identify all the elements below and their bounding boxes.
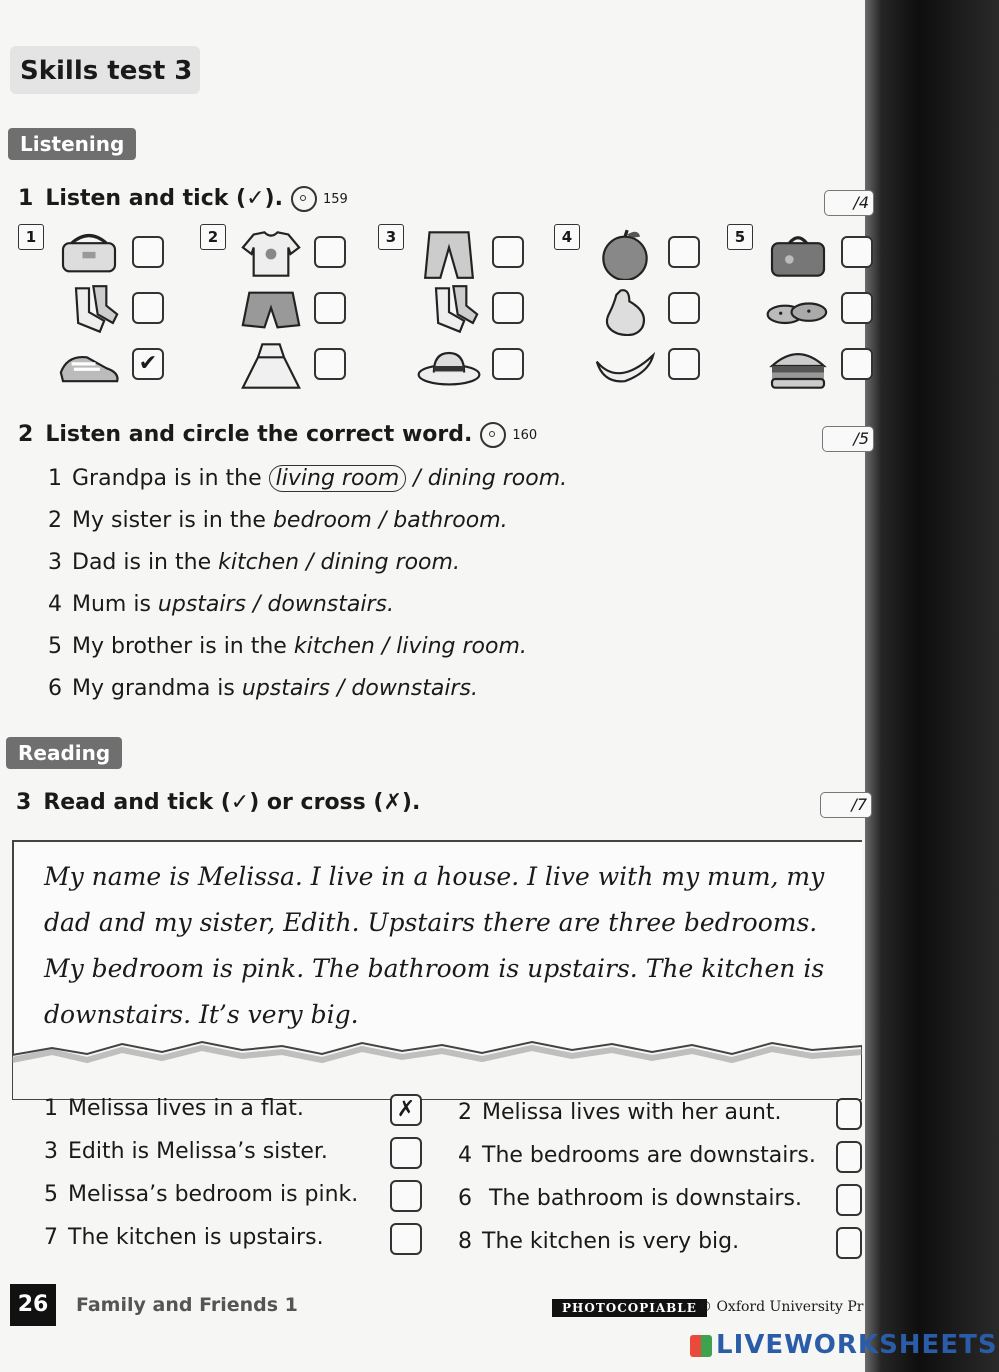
dress-icon	[236, 340, 306, 396]
sentence-start: Mum is	[72, 592, 158, 617]
q2-track: 160	[512, 427, 538, 443]
sentence-start: Grandpa is in the	[72, 466, 269, 491]
q3-heading	[16, 790, 420, 815]
picture-group-number: 2	[200, 224, 226, 250]
item-number: 6	[48, 676, 62, 701]
tick-box[interactable]	[492, 348, 524, 380]
watermark-text: LIVEWORKSHEETS	[716, 1330, 998, 1360]
option-separator: /	[374, 634, 397, 659]
statement-text: The kitchen is very big.	[482, 1229, 740, 1254]
option-separator: /	[246, 592, 268, 617]
option-separator: /	[329, 676, 352, 701]
shorts-icon	[236, 284, 306, 340]
tick-box[interactable]	[841, 348, 873, 380]
page-title: Skills test 3	[20, 56, 193, 86]
trousers-icon	[414, 228, 484, 284]
option-separator: /	[371, 508, 394, 533]
word-option-b[interactable]: living room	[396, 634, 520, 659]
answer-box[interactable]	[390, 1223, 422, 1255]
statement-number: 6	[458, 1186, 472, 1211]
sentence-end: .	[387, 592, 394, 617]
statement-line	[458, 1186, 802, 1211]
answer-box[interactable]	[836, 1184, 862, 1216]
word-option-b[interactable]: dining room	[427, 466, 561, 491]
tick-box[interactable]	[841, 292, 873, 324]
answer-box[interactable]	[836, 1227, 862, 1259]
apple-icon	[590, 228, 660, 284]
word-option-a[interactable]: kitchen	[218, 550, 300, 575]
sentence-line	[48, 592, 394, 617]
item-number: 5	[48, 634, 62, 659]
sentence-start: My grandma is	[72, 676, 242, 701]
statement-text: Edith is Melissa’s sister.	[68, 1139, 328, 1164]
bag-icon	[54, 228, 124, 284]
q3-instruction: Read and tick (✓) or cross (✗).	[43, 790, 421, 815]
word-option-a[interactable]: living room	[269, 465, 407, 492]
tick-box[interactable]	[132, 292, 164, 324]
statement-number: 2	[458, 1100, 472, 1125]
picture-group-number: 5	[727, 224, 753, 250]
statement-number: 4	[458, 1143, 472, 1168]
statement-number: 8	[458, 1229, 472, 1254]
statement-line	[44, 1096, 304, 1121]
torn-paper-edge	[12, 1030, 862, 1100]
q1-track: 159	[322, 191, 348, 207]
q3-number: 3	[16, 790, 32, 815]
picture-group-number: 4	[554, 224, 580, 250]
option-separator: /	[406, 466, 428, 491]
q1-score-box: /4	[824, 190, 874, 216]
q1-number: 1	[18, 186, 34, 211]
answer-box[interactable]	[836, 1098, 862, 1130]
statement-line	[44, 1182, 358, 1207]
liveworksheets-logo-icon	[690, 1335, 712, 1357]
tshirt-icon	[236, 228, 306, 284]
socks-icon	[414, 284, 484, 340]
sentence-end: .	[452, 550, 460, 575]
statement-text: The bedrooms are downstairs.	[482, 1143, 816, 1168]
statement-line	[44, 1225, 324, 1250]
sentence-line	[48, 508, 508, 533]
answer-box[interactable]	[390, 1137, 422, 1169]
word-option-a[interactable]: kitchen	[293, 634, 375, 659]
statement-number: 3	[44, 1139, 58, 1164]
statement-line	[458, 1229, 739, 1254]
statement-text: The bathroom is downstairs.	[482, 1186, 802, 1211]
word-option-a[interactable]: bedroom	[272, 508, 372, 533]
sandwich-icon	[763, 340, 833, 396]
word-option-b[interactable]: bathroom	[393, 508, 501, 533]
word-option-b[interactable]: downstairs	[351, 676, 471, 701]
tick-box[interactable]	[492, 236, 524, 268]
tick-box[interactable]	[668, 236, 700, 268]
item-number: 3	[48, 550, 62, 575]
option-separator: /	[299, 550, 321, 575]
statement-text: The kitchen is upstairs.	[68, 1225, 324, 1250]
section-reading: Reading	[6, 737, 122, 769]
cd-icon	[291, 186, 317, 212]
sentence-line	[48, 634, 527, 659]
tick-box[interactable]	[668, 348, 700, 380]
reading-text: My name is Melissa. I live in a house. I live with my mum, my dad and my sister, Edith. Upstairs there are three bedrooms. My bedroom is pink. The bathroom is upstairs. The kitchen is downstairs. It’s very big.	[44, 862, 825, 1029]
statement-text: Melissa’s bedroom is pink.	[68, 1182, 359, 1207]
banana-icon	[590, 340, 660, 396]
q1-heading	[18, 186, 348, 212]
sentence-start: My brother is in the	[72, 634, 294, 659]
reading-text-box	[12, 840, 862, 1058]
sentence-end: .	[470, 676, 478, 701]
q1-instruction: Listen and tick (✓).	[45, 186, 283, 211]
statement-number: 1	[44, 1096, 58, 1121]
cd-icon	[480, 422, 506, 448]
statement-number: 5	[44, 1182, 58, 1207]
hat-icon	[414, 340, 484, 396]
sentence-end: .	[519, 634, 527, 659]
statement-line	[458, 1143, 816, 1168]
socks-icon	[54, 284, 124, 340]
sentence-start: Dad is in the	[72, 550, 219, 575]
statement-line	[44, 1139, 328, 1164]
book-title: Family and Friends 1	[76, 1294, 298, 1316]
picture-group-number: 3	[378, 224, 404, 250]
copyright-text: © Oxford University Pr	[698, 1299, 864, 1315]
picture-group-number: 1	[18, 224, 44, 250]
q2-heading	[18, 422, 537, 448]
lunchbox-icon	[763, 228, 833, 284]
statement-text: Melissa lives in a flat.	[68, 1096, 304, 1121]
item-number: 1	[48, 466, 62, 491]
q2-score-box: /5	[822, 426, 874, 452]
tick-box[interactable]: ✔	[132, 348, 164, 380]
page-number: 26	[10, 1284, 56, 1326]
answer-box[interactable]: ✗	[390, 1094, 422, 1126]
liveworksheets-watermark	[690, 1330, 998, 1360]
word-option-b[interactable]: downstairs	[267, 592, 387, 617]
sentence-line	[48, 550, 460, 575]
tick-box[interactable]	[668, 292, 700, 324]
statement-line	[458, 1100, 782, 1125]
tick-box[interactable]	[314, 348, 346, 380]
pear-icon	[590, 284, 660, 340]
sentence-end: .	[500, 508, 508, 533]
tick-box[interactable]	[841, 236, 873, 268]
word-option-b[interactable]: dining room	[320, 550, 453, 575]
photocopiable-badge: PHOTOCOPIABLE	[552, 1299, 707, 1317]
item-number: 2	[48, 508, 62, 533]
tick-box[interactable]	[314, 236, 346, 268]
word-option-a[interactable]: upstairs	[241, 676, 330, 701]
q3-score-box: /7	[820, 792, 872, 818]
answer-box[interactable]	[390, 1180, 422, 1212]
tick-box[interactable]	[492, 292, 524, 324]
sentence-start: My sister is in the	[72, 508, 273, 533]
sentence-line	[48, 676, 478, 701]
sentence-end: .	[560, 466, 568, 491]
shoes-icon	[54, 340, 124, 396]
answer-box[interactable]	[836, 1141, 862, 1173]
tick-box[interactable]	[314, 292, 346, 324]
cookies-icon	[763, 284, 833, 340]
statement-number: 7	[44, 1225, 58, 1250]
section-listening: Listening	[8, 128, 136, 160]
word-option-a[interactable]: upstairs	[157, 592, 247, 617]
sentence-line	[48, 466, 567, 491]
statement-text: Melissa lives with her aunt.	[482, 1100, 782, 1125]
page-gutter-shadow	[865, 0, 999, 1372]
item-number: 4	[48, 592, 62, 617]
q2-instruction: Listen and circle the correct word.	[45, 422, 473, 447]
q2-number: 2	[18, 422, 34, 447]
tick-box[interactable]	[132, 236, 164, 268]
